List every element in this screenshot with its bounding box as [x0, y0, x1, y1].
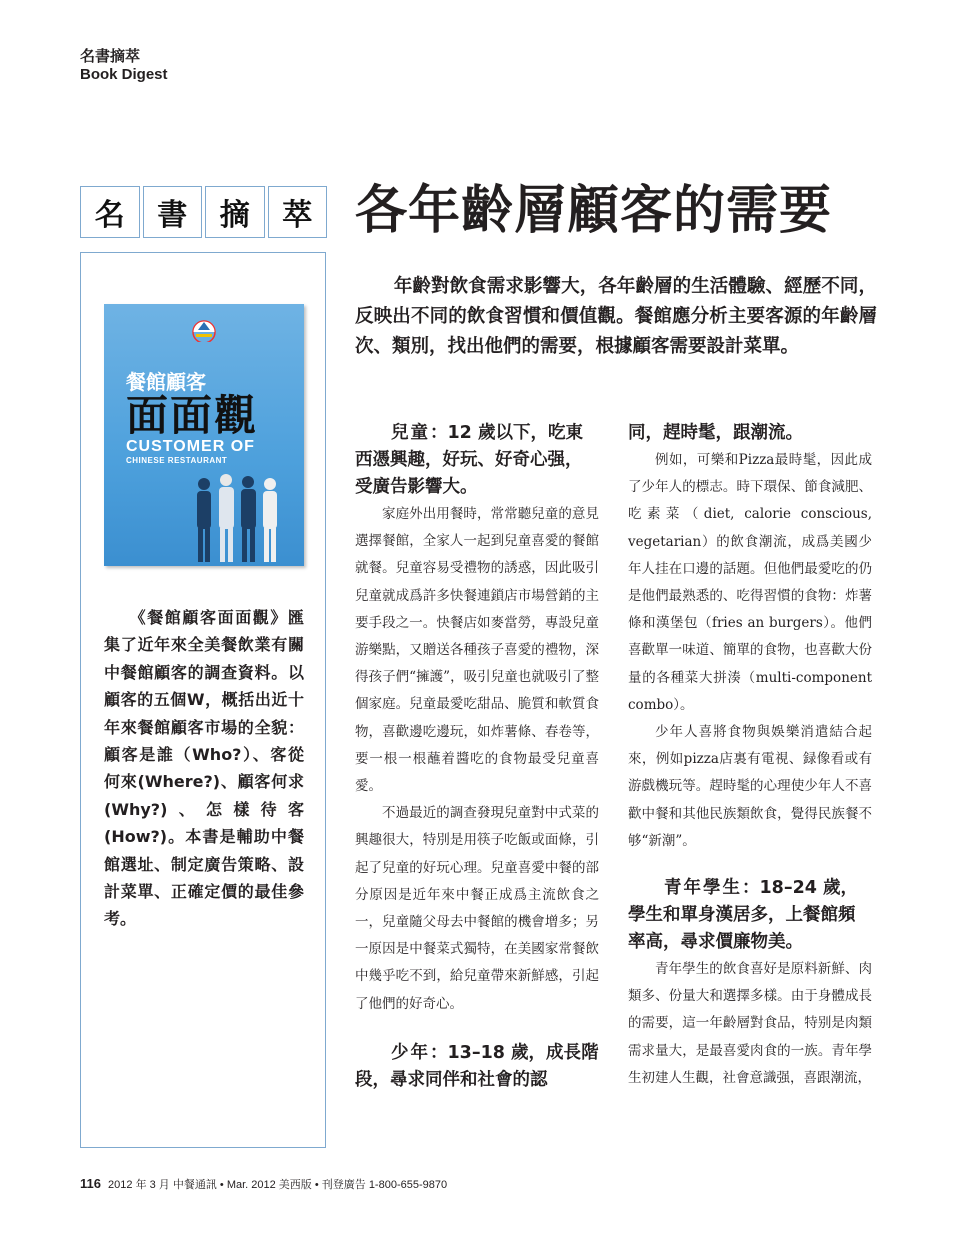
people-figures-icon — [182, 464, 292, 564]
subheading-children — [355, 420, 599, 501]
subheading-students-key: 青年學生 — [664, 878, 742, 899]
section-char-1: 名 — [80, 186, 140, 238]
paragraph: 青年學生的飲食喜好是原料新鮮、肉類多、份量大和選擇多樣。由于身體成長的需要，這一年齡層對食品，特别是肉類需求量大，是最喜愛肉食的一族。青年學生初建人生觀，社會意識强，喜跟潮流， — [628, 961, 872, 1086]
book-cover-image — [104, 304, 304, 566]
paragraph: 不過最近的調查發現兒童對中式菜的興趣很大，特別是用筷子吃飯或面條，引起了兒童的好玩心理。兒童喜愛中餐的部分原因是近年來中餐正成爲主流飲食之一，兒童隨父母去中餐館的機會增多；另一原因是中餐菜式獨特，在美國家常餐飲中幾乎吃不到，給兒童帶來新鮮感，引起了他們的好奇心。 — [355, 805, 599, 1012]
subheading-teens-key: 少年 — [391, 1042, 430, 1063]
subheading-teens — [355, 1040, 599, 1094]
column-2-body-2 — [628, 956, 872, 1092]
section-char-4: 萃 — [268, 186, 328, 238]
book-title-top: 餐館顧客 — [126, 370, 206, 394]
book-title-en1: CUSTOMER OF — [126, 438, 255, 455]
subheading-teens-cont: 同，趕時髦，跟潮流。 — [628, 423, 803, 443]
subheading-children-key: 兒童 — [391, 423, 430, 443]
subheading-students-rest-b: 學生和單身漢居多，上餐館頻率高，尋求價廉物美。 — [628, 905, 856, 953]
subheading-teens-rest-a: ：13–18 歲，成長 — [430, 1042, 582, 1063]
subheading-children-rest-b: 西憑興趣，好玩、好奇心强，受廣告影響大。 — [355, 450, 583, 497]
column-1 — [355, 420, 599, 1094]
header-zh: 名書摘萃 — [80, 48, 141, 65]
running-header — [80, 48, 168, 84]
page-footer — [80, 1176, 447, 1192]
article-lead: 年齡對飲食需求影響大，各年齡層的生活體驗、經歷不同，反映出不同的飲食習慣和價值觀。餐館應分析主要客源的年齡層次、類別，找出他們的需要，根據顧客需要設計菜單。 — [355, 276, 877, 357]
subheading-students — [628, 875, 872, 956]
column-1-body — [355, 501, 599, 1018]
book-description — [104, 604, 304, 933]
subheading-children-rest-a: ：12 歲以下，吃東 — [430, 423, 583, 443]
section-char-3: 摘 — [205, 186, 265, 238]
subheading-students-rest-a: ：18–24 歲， — [742, 878, 859, 899]
paragraph: 家庭外出用餐時，常常聽兒童的意見選擇餐館，全家人一起到兒童喜愛的餐館就餐。兒童容易受禮物的誘惑，因此吸引兒童就成爲許多快餐連鎖店市場營銷的主要手段之一。快餐店如麥當勞，專設兒童游樂點，又贈送各種孩子喜愛的禮物，深得孩子們“擁護”，吸引兒童也就吸引了整個家庭。兒童最愛吃甜品、脆質和軟質食物，喜歡邊吃邊玩，如炸薯條、春卷等，要一根一根蘸着醬吃的食物最受兒童喜愛。 — [355, 506, 599, 795]
book-title-en2: CHINESE RESTAURANT — [126, 456, 228, 465]
header-en: Book Digest — [80, 66, 168, 83]
book-logo-icon — [184, 314, 224, 342]
subheading-teens-rest-b: 階段，尋求同伴和社會的認 — [355, 1042, 599, 1090]
page-number: 116 — [80, 1176, 101, 1191]
book-title-main: 面面觀 — [126, 391, 259, 440]
article-title: 各年齡層顧客的需要 — [355, 180, 833, 241]
paragraph: 少年人喜將食物與娛樂消遣結合起來，例如pizza店裏有電視、録像看或有游戲機玩等。趕時髦的心理使少年人不喜歡中餐和其他民族類飲食，覺得民族餐不够“新潮”。 — [628, 724, 872, 849]
section-label — [80, 186, 330, 240]
column-2-body — [628, 447, 872, 855]
paragraph: 例如，可樂和Pizza最時髦，因此成了少年人的標志。時下環保、節食減肥、吃素菜（diet, calorie conscious, vegetarian）的飲食潮流，成爲美國少年人挂在口邊的話題。但他們最愛吃的仍是他們最熟悉的、吃得習慣的食物：炸薯條和漢堡包（fries an burgers）。他們喜歡單一味道、簡單的食物，也喜歡大份量的各種菜大拼湊（multi-component combo）。 — [628, 452, 872, 713]
column-2 — [628, 420, 872, 1092]
footer-text: 2012 年 3 月 中餐通訊 • Mar. 2012 美西版 • 刊登廣告 1-800-655-9870 — [108, 1179, 448, 1191]
book-description-text: 《餐館顧客面面觀》匯集了近年來全美餐飲業有關中餐館顧客的調查資料。以顧客的五個W，概括出近十年來餐館顧客市場的全貌：顧客是誰（Who?）、客從何來(Where?)、顧客何求(Why?)、怎樣待客(How?)。本書是輔助中餐館選址、制定廣告策略、設計菜單、正確定價的最佳參考。 — [104, 608, 304, 929]
section-char-2: 書 — [143, 186, 203, 238]
